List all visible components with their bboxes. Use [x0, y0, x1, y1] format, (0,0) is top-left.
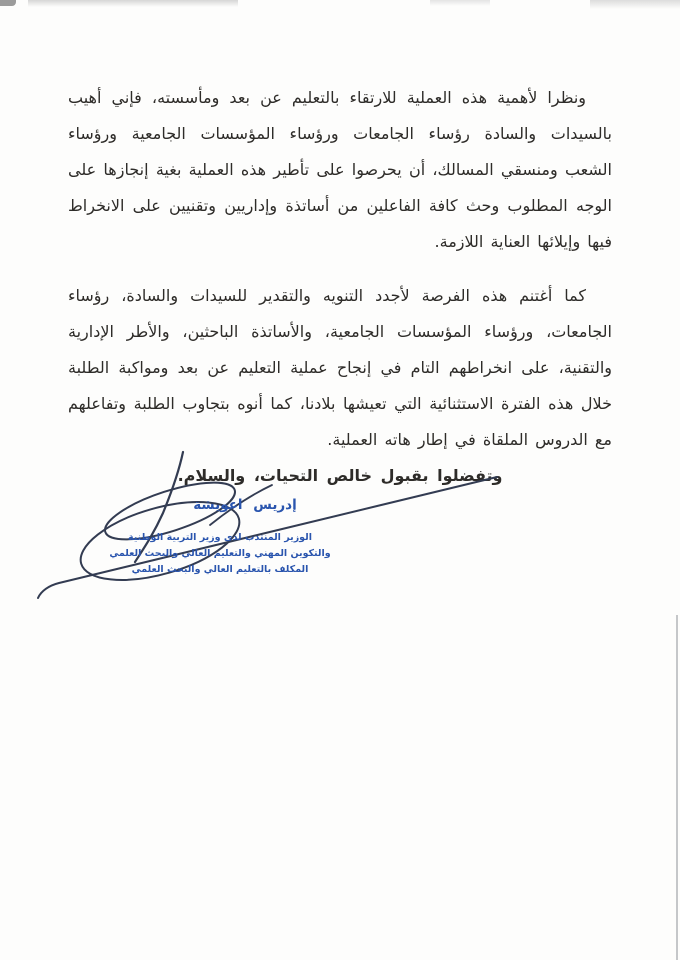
paragraph-2: كما أغتنم هذه الفرصة لأجدد التنويه والتقدير للسيدات والسادة، رؤساء الجامعات، ورؤساء المؤسسات الجامعية، والأساتذة الباحثين، والأطر الإدارية والتقنية، على انخراطهم التام في إنجاح عملية التعليم عن بعد ومواكبة الطلبة خلال هذه الفترة الاستثنائية التي تعيشها بلادنا، كما أنوه بتجاوب الطلبة وتفاعلهم مع الدروس الملقاة في إطار هاته العملية. [68, 286, 612, 449]
paragraph-1: ونظرا لأهمية هذه العملية للارتقاء بالتعليم عن بعد ومأسسته، فإني أهيب بالسيدات والسادة رؤساء الجامعات ورؤساء المؤسسات الجامعية ورؤساء الشعب ومنسقي المسالك، أن يحرصوا على تأطير هذه العملية بغية إنجازها على الوجه المطلوب وحث كافة الفاعلين من أساتذة وإداريين وتقنيين على الانخراط فيها وإيلائها العناية اللازمة. [68, 88, 612, 251]
closing-salutation: وتفضلوا بقبول خالص التحيات، والسلام. [177, 466, 503, 485]
scan-artifact-top-smudge [28, 0, 238, 7]
letter-body [68, 80, 612, 494]
signature-title-line-2: والتكوين المهني والتعليم العالي والبحث العلمي [109, 548, 331, 559]
scan-artifact-top-right [590, 0, 680, 9]
signature-scribble [25, 443, 515, 611]
signature-title-line-1: الوزير المنتدب لدى وزير التربية الوطنية [128, 532, 312, 543]
signature-name: إدريس اعويشة [193, 497, 297, 513]
signature-block [0, 440, 560, 615]
signature-title [92, 530, 348, 578]
scan-artifact-top-smudge-2 [430, 0, 490, 6]
signature-title-line-3: المكلف بالتعليم العالي والبحث العلمي [131, 564, 309, 575]
scan-artifact-right-edge [676, 615, 678, 960]
scan-artifact-top-left [0, 0, 16, 6]
